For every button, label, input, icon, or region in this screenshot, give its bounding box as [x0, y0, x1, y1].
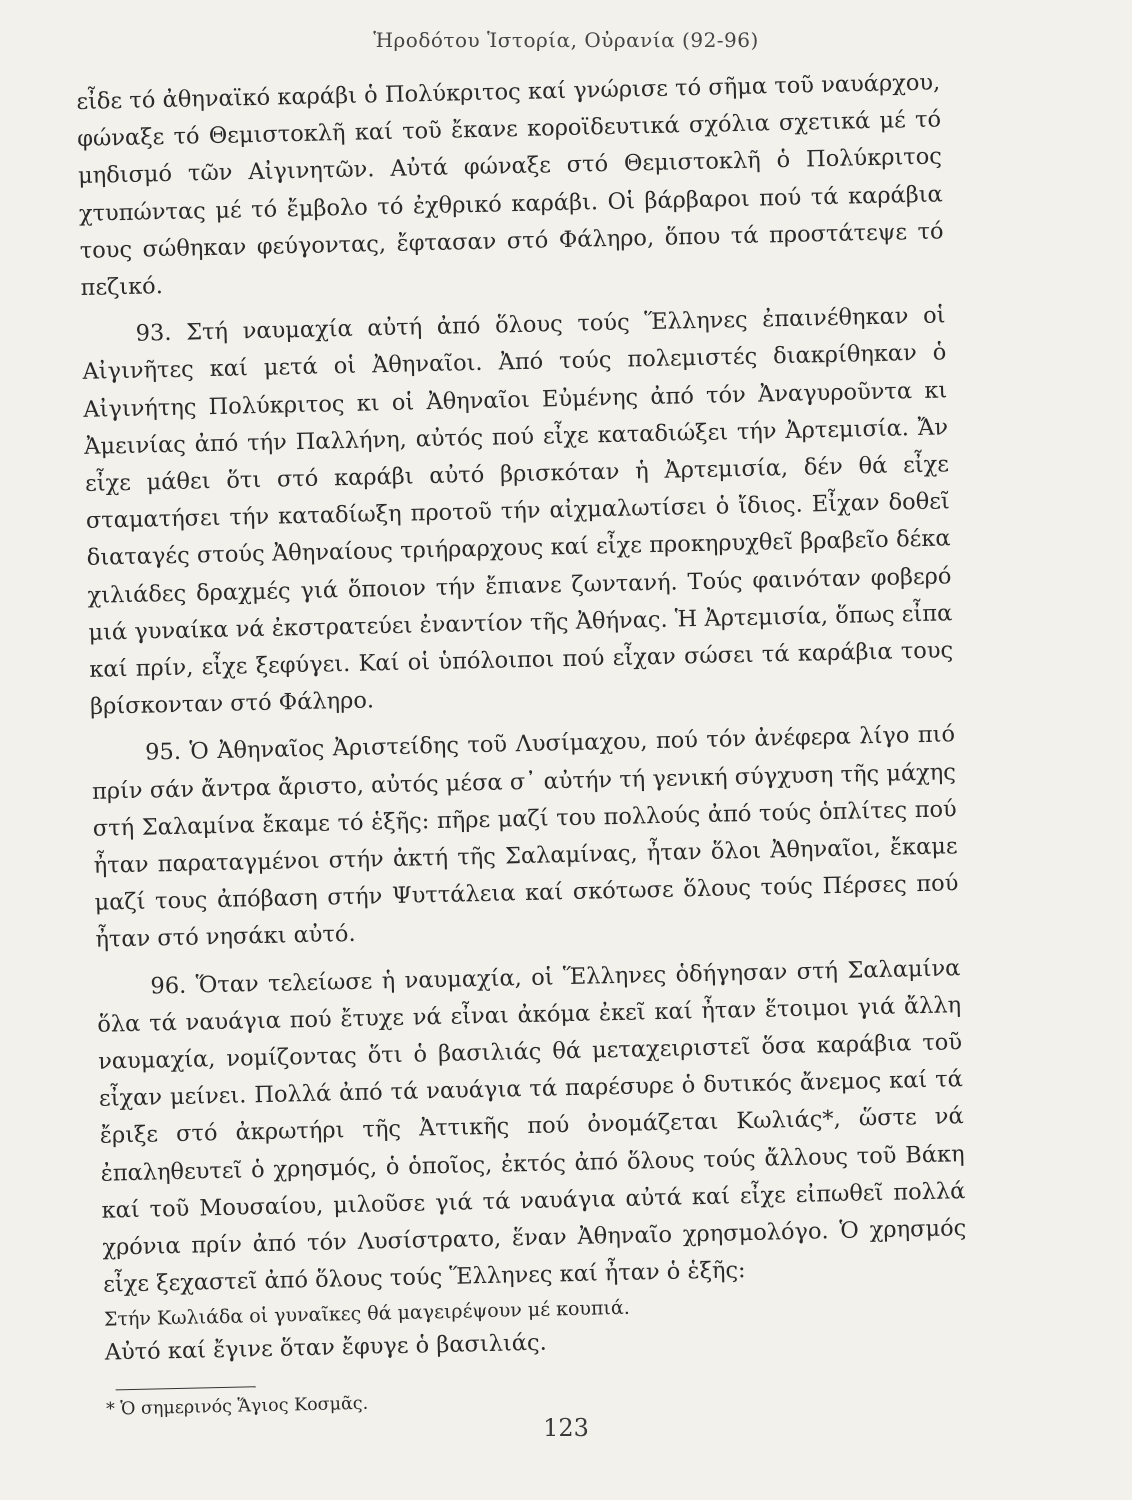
footnote-rule	[116, 1386, 256, 1390]
paragraph-95: 95. Ὁ Ἀθηναῖος Ἀριστείδης τοῦ Λυσίμαχου, πού τόν ἀνέφερα λίγο πιό πρίν σάν ἄντρα ἄριστο, αὐτός μέσα σ᾿ αὐτήν τή γενική σύγχυση τῆς μάχης στή Σαλαμίνα ἔκαμε τό ἑξῆς: πῆρε μαζί του πολλούς ἀπό τούς ὁπλίτες πού ἦταν παραταγμένοι στήν ἀκτή τῆς Σαλαμίνας, ἦταν ὅλοι Ἀθηναῖοι, ἔκαμε μαζί τους ἀπόβαση στήν Ψυττάλεια καί σκότωσε ὅλους τούς Πέρσες πού ἦταν στό νησάκι αὐτό.	[91, 721, 959, 954]
paragraph-96: 96. Ὅταν τελείωσε ἡ ναυμαχία, οἱ Ἕλληνες ὁδήγησαν στή Σαλαμίνα ὅλα τά ναυάγια πού ἔτυχε νά εἶναι ἀκόμα ἐκεῖ καί ἦταν ἕτοιμοι γιά ἄλλη ναυμαχία, νομίζοντας ὅτι ὁ βασιλιάς θά μεταχειριστεῖ ὅσα καράβια τοῦ εἶχαν μείνει. Πολλά ἀπό τά ναυάγια τά παρέσυρε ὁ δυτικός ἄνεμος καί τά ἔριξε στό ἀκρωτήρι τῆς Ἀττικῆς πού ὀνομάζεται Κωλιάς*, ὥστε νά ἐπαληθευτεῖ ὁ χρησμός, ὁ ὁποῖος, ἐκτός ἀπό ὅλους τούς ἄλλους τοῦ Βάκη καί τοῦ Μουσαίου, μιλοῦσε γιά τά ναυάγια αὐτά καί εἶχε εἰπωθεῖ πολλά χρόνια πρίν ἀπό τόν Λυσίστρατο, ἕναν Ἀθηναῖο χρησμολόγο. Ὁ χρησμός εἶχε ξεχαστεῖ ἀπό ὅλους τούς Ἕλληνες καί ἦταν ὁ ἑξῆς:	[97, 954, 967, 1298]
closing-line: Αὐτό καί ἔγινε ὅταν ἔφυγε ὁ βασιλιάς.	[104, 1329, 547, 1366]
body-text	[76, 64, 970, 1422]
footnote: * Ὁ σημερινός Ἅγιος Κοσμᾶς.	[105, 1393, 369, 1420]
page-number: 123	[543, 1414, 589, 1442]
oracle-verse: Στήν Κωλιάδα οἱ γυναῖκες θά μαγειρέψουν μέ κουπιά.	[103, 1296, 630, 1331]
running-head: Ἡροδότου Ἱστορία, Οὐρανία (92-96)	[373, 28, 759, 52]
paragraph-93: 93. Στή ναυμαχία αὐτή ἀπό ὅλους τούς Ἕλληνες ἐπαινέθηκαν οἱ Αἰγινῆτες καί μετά οἱ Ἀθηναῖοι. Ἀπό τούς πολεμιστές διακρίθηκαν ὁ Αἰγινήτης Πολύκριτος κι οἱ Ἀθηναῖοι Εὐμένης ἀπό τόν Ἀναγυροῦντα κι Ἀμεινίας ἀπό τήν Παλλήνη, αὐτός πού εἶχε καταδιώξει τήν Ἀρτεμισία. Ἄν εἶχε μάθει ὅτι στό καράβι αὐτό βρισκόταν ἡ Ἀρτεμισία, δέν θά εἶχε σταματήσει τήν καταδίωξη προτοῦ τήν αἰχμαλωτίσει ὁ ἴδιος. Εἶχαν δοθεῖ διαταγές στούς Ἀθηναίους τριήραρχους καί εἶχε προκηρυχθεῖ βραβεῖο δέκα χιλιάδες δραχμές γιά ὅποιον τήν ἔπιανε ζωντανή. Τούς φαινόταν φοβερό μιά γυναίκα νά ἐκστρατεύει ἐναντίον τῆς Ἀθήνας. Ἡ Ἀρτεμισία, ὅπως εἶπα καί πρίν, εἶχε ξεφύγει. Καί οἱ ὑπόλοιποι πού εἶχαν σώσει τά καράβια τους βρίσκονταν στό Φάληρο.	[82, 302, 954, 721]
paragraph-continuation: εἶδε τό ἀθηναϊκό καράβι ὁ Πολύκριτος καί γνώρισε τό σῆμα τοῦ ναυάρχου, φώναξε τό Θεμιστοκλῆ καί τοῦ ἔκανε κοροϊδευτικά σχόλια σχετικά μέ τό μηδισμό τῶν Αἰγινητῶν. Αὐτά φώναξε στό Θεμιστοκλῆ ὁ Πολύκριτος χτυπώντας μέ τό ἔμβολο τό ἐχθρικό καράβι. Οἱ βάρβαροι πού τά καράβια τους σώθηκαν φεύγοντας, ἔφτασαν στό Φάληρο, ὅπου τά προστάτεψε τό πεζικό.	[76, 69, 944, 301]
